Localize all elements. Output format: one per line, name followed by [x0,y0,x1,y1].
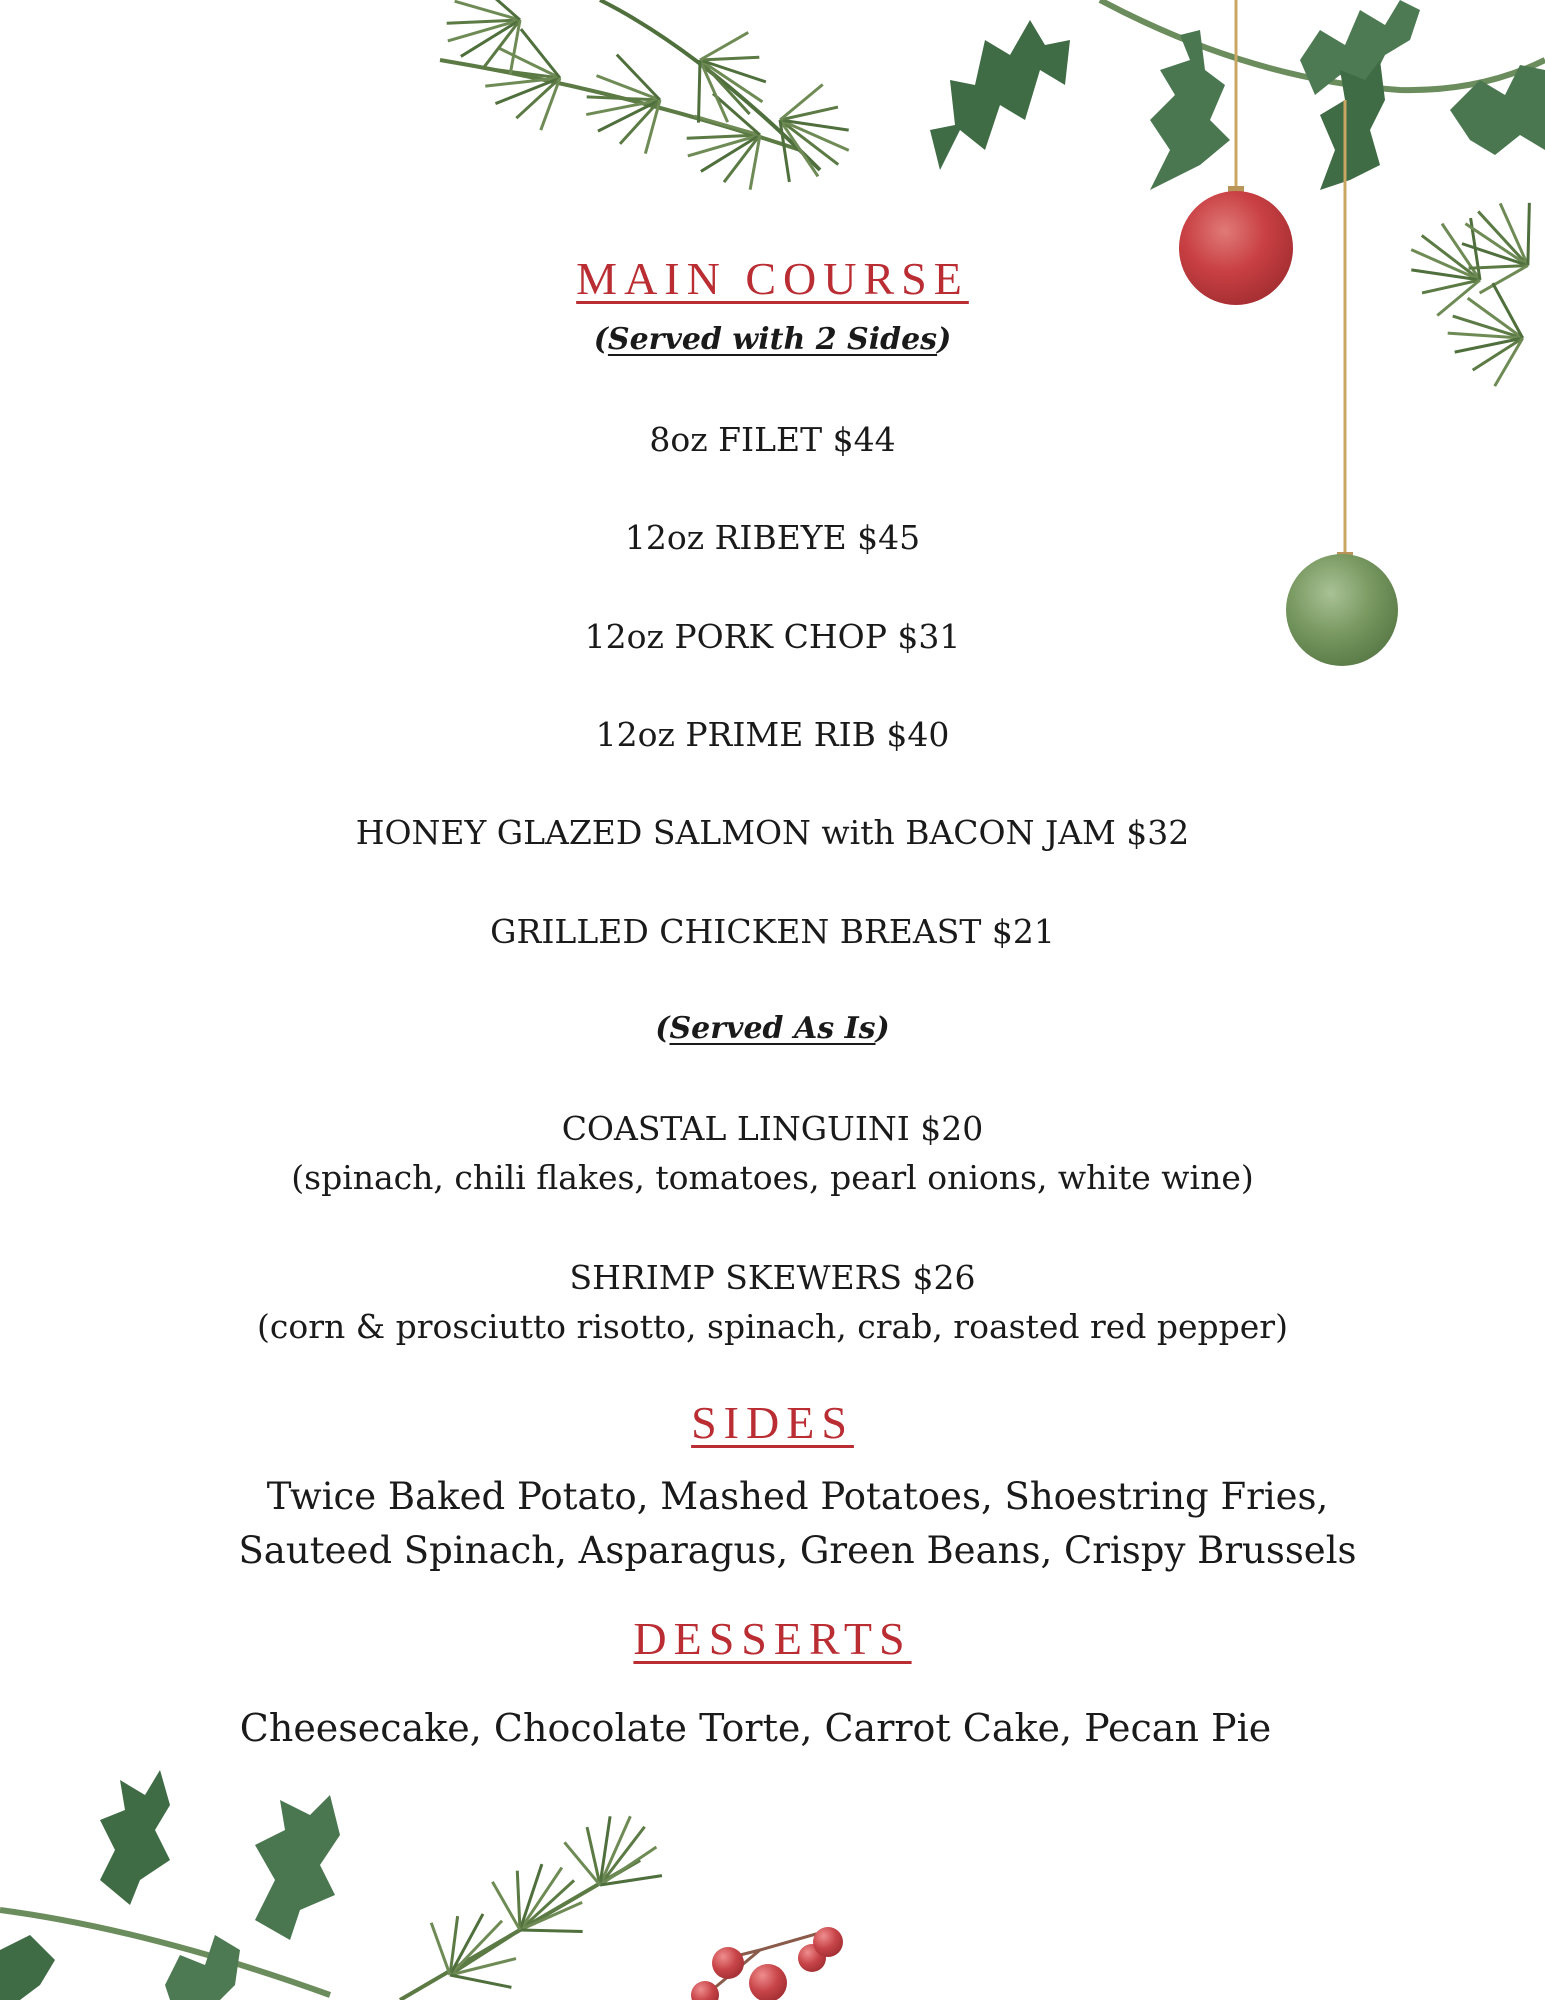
menu-item-linguini: COASTAL LINGUINI $20 [561,1109,984,1148]
menu-item-prime-rib: 12oz PRIME RIB $40 [595,715,950,754]
main-course-note: (Served with 2 Sides) [593,322,952,357]
menu-item-salmon: HONEY GLAZED SALMON with BACON JAM $32 [355,813,1190,852]
menu-item-shrimp-description: (corn & prosciutto risotto, spinach, crab, roasted red pepper) [257,1307,1288,1346]
menu-item-chicken: GRILLED CHICKEN BREAST $21 [490,912,1055,951]
sides-list-line-1: Twice Baked Potato, Mashed Potatoes, Shoestring Fries, [266,1475,1329,1518]
menu-item-shrimp: SHRIMP SKEWERS $26 [569,1258,976,1297]
sides-heading: SIDES [691,1397,854,1448]
served-as-is-note: (Served As Is) [655,1011,890,1046]
menu-item-ribeye: 12oz RIBEYE $45 [624,518,921,557]
sides-list-line-2: Sauteed Spinach, Asparagus, Green Beans, Crispy Brussels [238,1529,1357,1572]
menu-item-filet: 8oz FILET $44 [649,420,896,459]
main-course-heading: MAIN COURSE [576,253,969,304]
desserts-list: Cheesecake, Chocolate Torte, Carrot Cake, Pecan Pie [239,1706,1272,1750]
menu-item-pork-chop: 12oz PORK CHOP $31 [584,617,961,656]
menu-item-linguini-description: (spinach, chili flakes, tomatoes, pearl onions, white wine) [291,1158,1254,1197]
desserts-heading: DESSERTS [633,1613,912,1664]
